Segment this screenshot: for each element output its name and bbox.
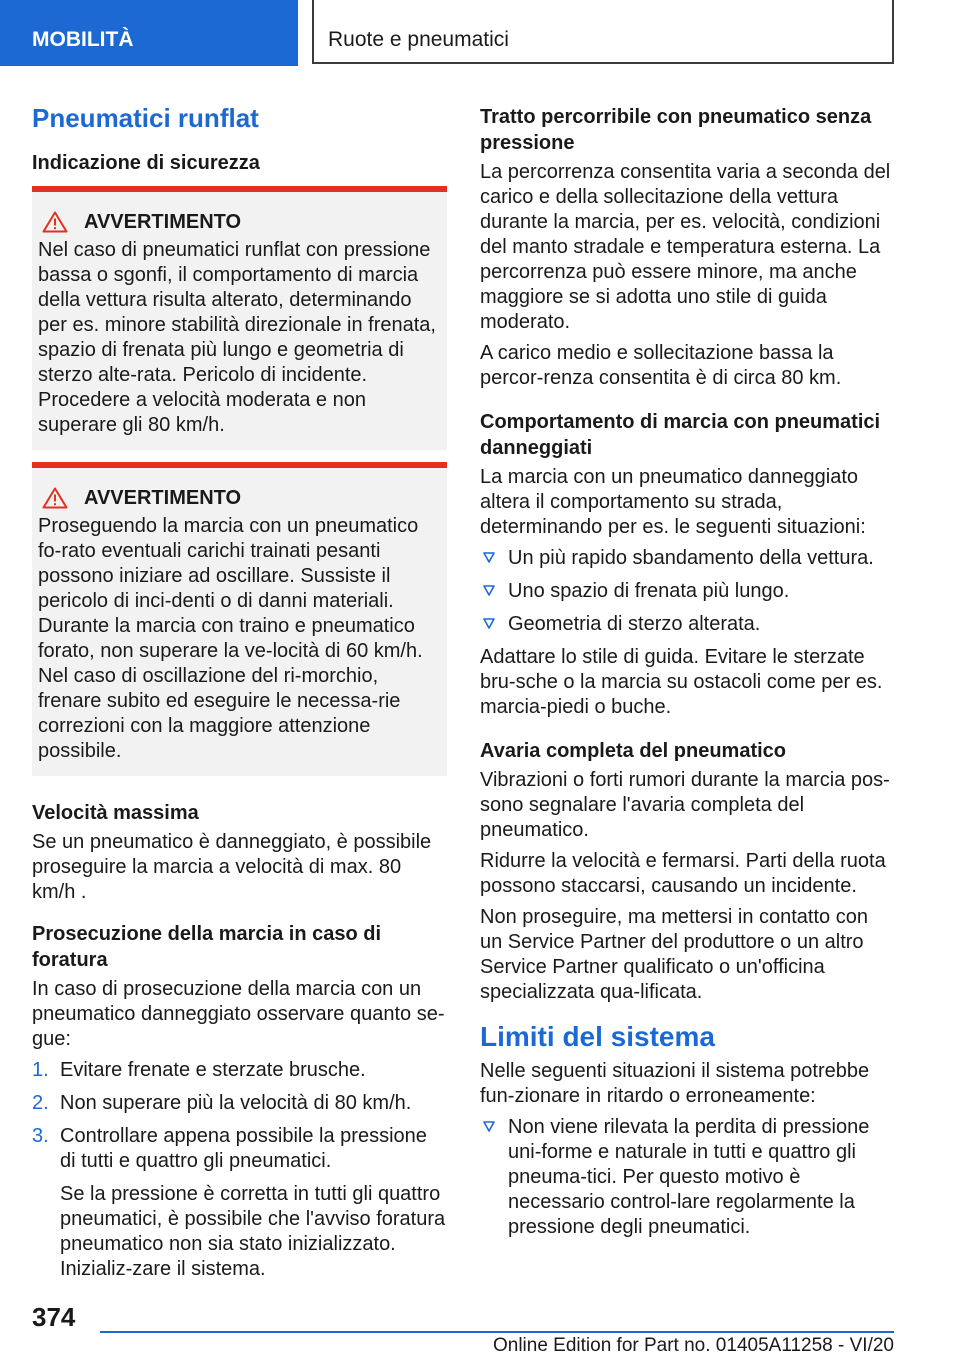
step-text: Non superare più la velocità di 80 km/h. <box>60 1092 412 1114</box>
footer-divider <box>100 1331 894 1333</box>
warning-label: AVVERTIMENTO <box>84 487 242 509</box>
bullet-text: Non viene rilevata la perdita di pressione uni-forme e naturale in tutti e quattro gli pneuma-tici. Per questo motivo è necessario control-lare regolarmente la pressione degli pneumatici. <box>508 1116 870 1238</box>
list-item <box>480 612 894 637</box>
list-item <box>32 1058 447 1083</box>
bullet-text: Geometria di sterzo alterata. <box>508 613 761 635</box>
bullet-text: Uno spazio di frenata più lungo. <box>508 580 790 602</box>
behaviour-heading: Comportamento di marcia con pneumatici danneggiati <box>480 411 881 459</box>
bullet-triangle-icon <box>482 581 496 601</box>
limits-list <box>480 1115 894 1240</box>
list-item <box>480 546 894 571</box>
warning-triangle-icon <box>42 211 68 233</box>
step-text: Evitare frenate e sterzate brusche. <box>60 1059 366 1081</box>
failure-section <box>480 738 894 1005</box>
continue-driving-section <box>32 921 447 1282</box>
limits-section <box>480 1019 894 1240</box>
behaviour-list <box>480 546 894 637</box>
section-tab: MOBILITÀ <box>0 0 298 66</box>
left-column <box>32 100 447 1296</box>
limits-title: Limiti del sistema <box>480 1021 715 1052</box>
step-note: Se la pressione è corretta in tutti gli quattro pneumatici, è possibile che l'avviso foratura pneumatico non sia stato inizializzato. Inizializ-zare il sistema. <box>60 1183 446 1280</box>
failure-text: Vibrazioni o forti rumori durante la marcia pos-sono segnalare l'avaria completa del pneumatico. <box>480 769 890 841</box>
list-item <box>32 1124 447 1282</box>
list-item <box>480 579 894 604</box>
step-number: 1. <box>32 1059 49 1081</box>
warning-text: Nel caso di pneumatici runflat con pressione bassa o sgonfi, il comportamento di marcia della vettura risulta alterato, determinando per es. minore stabilità direzionale in frenata, spazio di frenata più lungo e geometria di sterzo alte-rata. Pericolo di incidente. Procedere a velocità moderata e non superare gli 80 km/h. <box>38 239 436 436</box>
behaviour-section <box>480 409 894 720</box>
edition-text: Online Edition for Part no. 01405A11258 - VI/20 <box>492 1335 894 1356</box>
bullet-text: Un più rapido sbandamento della vettura. <box>508 547 874 569</box>
range-text: La percorrenza consentita varia a seconda del carico e della sollecitazione della vettura durante la marcia, per es. velocità, condizioni del manto stradale e temperatura esterna. La percorrenza può essere minore, ma anche maggiore se si adotta uno stile di guida moderato. <box>480 161 891 333</box>
section-title: Pneumatici runflat <box>32 103 259 133</box>
page-number: 374 <box>32 1302 76 1332</box>
bullet-triangle-icon <box>482 548 496 568</box>
step-number: 2. <box>32 1092 49 1114</box>
range-section <box>480 104 894 391</box>
warning-text: Proseguendo la marcia con un pneumatico fo-rato eventuali carichi trainati pesanti possono iniziare ad oscillare. Sussiste il pericolo di inci-denti o di danni materiali. Durante la marcia con traino e pneumatico forato, non superare la ve-locità di 60 km/h. Nel caso di oscillazione del ri-morchio, frenare subito ed eseguire le necessa-rie correzioni con la maggiore attenzione possibile. <box>38 515 423 762</box>
continue-driving-intro: In caso di prosecuzione della marcia con un pneumatico danneggiato osservare quanto se-gue: <box>32 978 445 1050</box>
right-column <box>480 104 894 1254</box>
chapter-tab: Ruote e pneumatici <box>312 0 894 64</box>
behaviour-outro: Adattare lo stile di guida. Evitare le sterzate bru-sche o la marcia su ostacoli come per es. marcia-piedi o buche. <box>480 646 883 718</box>
limits-intro: Nelle seguenti situazioni il sistema potrebbe fun-zionare in ritardo o erroneamente: <box>480 1060 870 1107</box>
failure-text: Ridurre la velocità e fermarsi. Parti della ruota possono staccarsi, causando un incidente. <box>480 850 886 897</box>
range-heading: Tratto percorribile con pneumatico senza pressione <box>480 106 872 154</box>
bullet-triangle-icon <box>482 614 496 634</box>
continue-driving-heading: Prosecuzione della marcia in caso di foratura <box>32 923 382 971</box>
bullet-triangle-icon <box>482 1117 496 1137</box>
list-item <box>32 1091 447 1116</box>
failure-heading: Avaria completa del pneumatico <box>480 740 787 762</box>
step-number: 3. <box>32 1125 49 1147</box>
warning-label: AVVERTIMENTO <box>84 211 242 233</box>
safety-heading: Indicazione di sicurezza <box>32 152 260 174</box>
max-speed-section <box>32 800 447 905</box>
list-item <box>480 1115 894 1240</box>
warning-triangle-icon <box>42 487 68 509</box>
warning-box <box>32 462 447 776</box>
behaviour-intro: La marcia con un pneumatico danneggiato altera il comportamento su strada, determinando per es. le seguenti situazioni: <box>480 466 866 538</box>
steps-list <box>32 1058 447 1282</box>
failure-text: Non proseguire, ma mettersi in contatto con un Service Partner del produttore o un altro Service Partner qualificato o un'officina specializzata qua-lificata. <box>480 906 868 1003</box>
page-header <box>0 0 960 66</box>
step-text: Controllare appena possibile la pressione di tutti e quattro gli pneumatici. <box>60 1125 427 1172</box>
max-speed-text: Se un pneumatico è danneggiato, è possibile proseguire la marcia a velocità di max. 80 km/h . <box>32 831 432 903</box>
max-speed-heading: Velocità massima <box>32 802 199 824</box>
warning-box <box>32 186 447 450</box>
range-text: A carico medio e sollecitazione bassa la percor-renza consentita è di circa 80 km. <box>480 342 842 389</box>
